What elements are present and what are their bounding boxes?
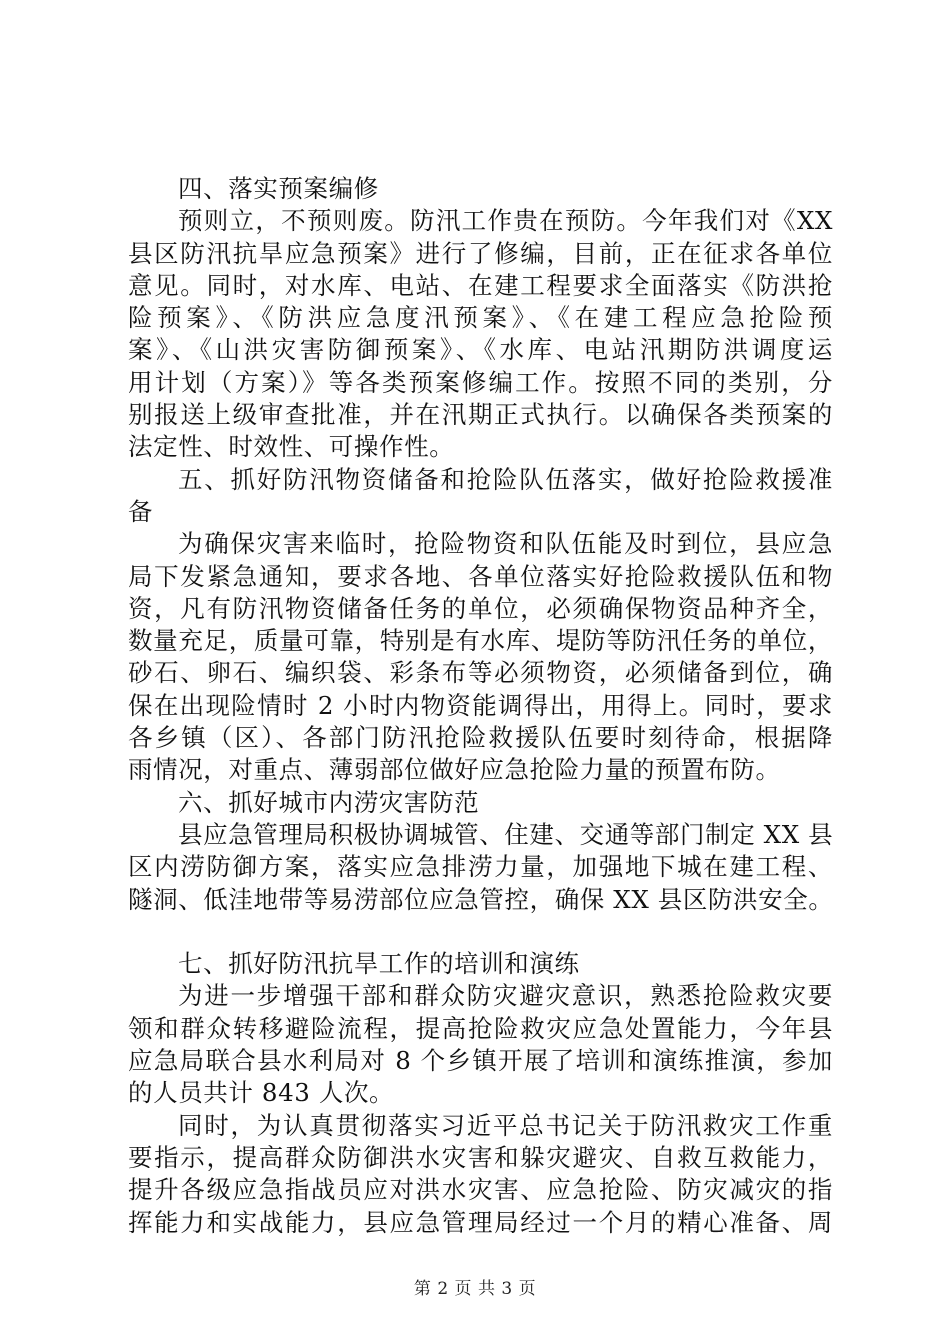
text-line: 隧洞、低洼地带等易涝部位应急管控，确保 XX 县区防洪安全。 <box>128 884 834 914</box>
text-line: 六、抓好城市内涝灾害防范 <box>178 787 480 817</box>
text-line: 四、落实预案编修 <box>178 174 379 203</box>
text-line: 局下发紧急通知，要求各地、各单位落实好抢险救援队伍和物 <box>128 561 833 591</box>
text-line: 提升各级应急指战员应对洪水灾害、应急抢险、防灾减灾的指 <box>128 1175 833 1205</box>
text-line: 别报送上级审查批准，并在汛期正式执行。以确保各类预案的 <box>128 400 833 430</box>
text-line: 案》、《山洪灾害防御预案》、《水库、电站汛期防洪调度运 <box>128 335 833 365</box>
text-line: 用计划（方案）》等各类预案修编工作。按照不同的类别，分 <box>128 367 833 397</box>
text-line: 应急局联合县水利局对 8 个乡镇开展了培训和演练推演，参加 <box>128 1046 833 1076</box>
text-line: 砂石、卵石、编织袋、彩条布等必须物资，必须储备到位，确 <box>128 658 833 688</box>
text-line: 资，凡有防汛物资储备任务的单位，必须确保物资品种齐全， <box>128 593 833 623</box>
text-line: 五、抓好防汛物资储备和抢险队伍落实，做好抢险救援准 <box>178 464 833 494</box>
text-line: 预则立，不预则废。防汛工作贵在预防。今年我们对《XX <box>178 206 833 236</box>
text-line: 法定性、时效性、可操作性。 <box>128 432 455 462</box>
document-body <box>128 173 838 1239</box>
text-line: 雨情况，对重点、薄弱部位做好应急抢险力量的预置布防。 <box>128 755 781 785</box>
text-line: 七、抓好防汛抗旱工作的培训和演练 <box>178 949 580 979</box>
text-line: 区内涝防御方案，落实应急排涝力量，加强地下城在建工程、 <box>128 852 833 882</box>
page-footer: 第 2 页 共 3 页 <box>413 1279 537 1299</box>
text-line: 的人员共计 843 人次。 <box>128 1078 395 1108</box>
text-line: 保在出现险情时 2 小时内物资能调得出，用得上。同时，要求 <box>128 690 833 720</box>
text-line: 意见。同时，对水库、电站、在建工程要求全面落实《防洪抢 <box>128 270 833 300</box>
text-line: 挥能力和实战能力，县应急管理局经过一个月的精心准备、周 <box>128 1207 833 1237</box>
text-line: 数量充足，质量可靠，特别是有水库、堤防等防汛任务的单位， <box>128 626 833 656</box>
text-line: 各乡镇（区）、各部门防汛抢险救援队伍要时刻待命，根据降 <box>128 723 833 753</box>
text-line: 同时，为认真贯彻落实习近平总书记关于防汛救灾工作重 <box>178 1110 833 1140</box>
text-line: 险预案》、《防洪应急度汛预案》、《在建工程应急抢险预 <box>128 303 833 333</box>
text-line: 备 <box>128 496 154 526</box>
text-line: 为确保灾害来临时，抢险物资和队伍能及时到位，县应急 <box>178 529 833 559</box>
text-line: 县应急管理局积极协调城管、住建、交通等部门制定 XX 县 <box>178 819 834 849</box>
text-line: 要指示，提高群众防御洪水灾害和躲灾避灾、自救互救能力， <box>128 1142 833 1172</box>
text-line: 领和群众转移避险流程，提高抢险救灾应急处置能力，今年县 <box>128 1013 833 1043</box>
text-line: 县区防汛抗旱应急预案》进行了修编，目前，正在征求各单位 <box>128 238 833 268</box>
blank-line <box>128 916 838 948</box>
text-line: 为进一步增强干部和群众防灾避灾意识，熟悉抢险救灾要 <box>178 981 833 1011</box>
